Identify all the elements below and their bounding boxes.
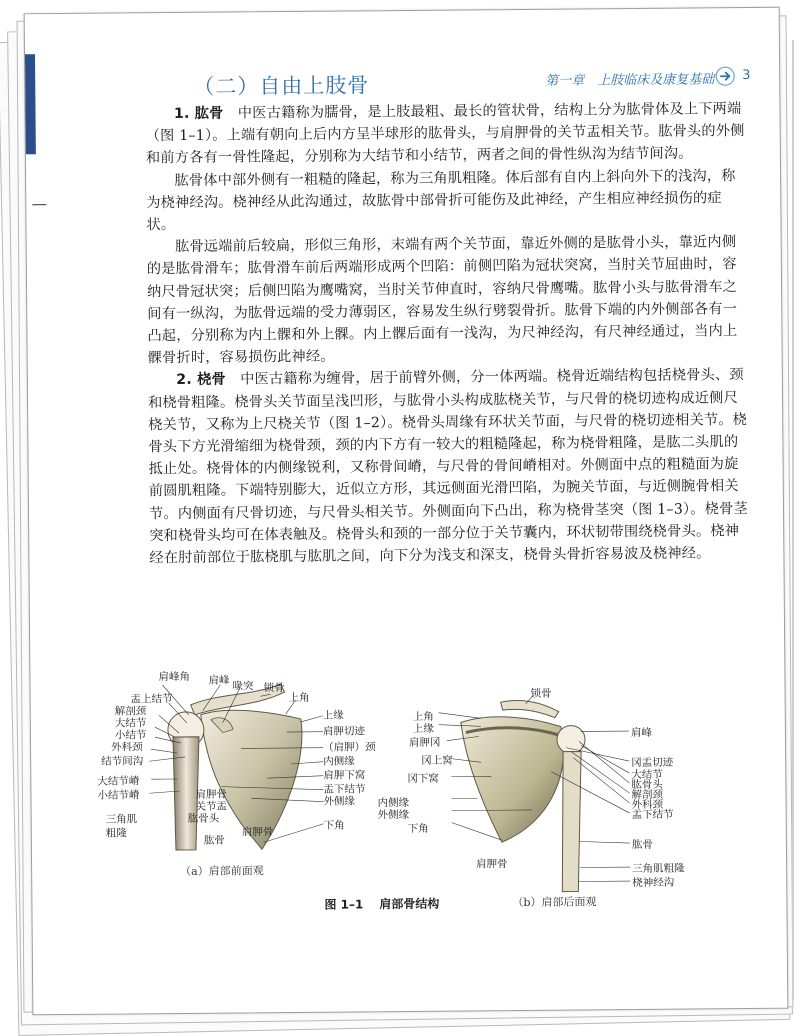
paragraph-humerus-distal bbox=[147, 231, 748, 369]
label-scapula-b: 肩胛骨 bbox=[476, 856, 508, 871]
arrow-right-icon bbox=[715, 66, 735, 86]
label-radial-groove: 桡神经沟 bbox=[632, 875, 674, 890]
label-glenoid: 关节盂 bbox=[196, 799, 228, 814]
paragraph-text: 中医古籍称为缠骨，居于前臂外侧，分一体两端。桡骨近端结构包括桡骨头、颈和桡骨粗隆。桡骨头关节面呈浅凹形，与肱骨小头构成肱桡关节，与尺骨的桡切迹构成近侧尺桡关节，又称为上尺桡关节（图 1–2）。桡骨头周缘有环状关节面，与尺骨的桡切迹相关节。桡骨头下方光滑缩细为桡骨颈，颈的内下方有一较大的粗糙隆起，称为桡骨粗隆，是肱二头肌的抵止处。桡骨体的内侧缘锐利，又称骨间嵴，与尺骨的骨间嵴相对。外侧面中点的粗糙面为旋前圆肌粗隆。下端特别膨大，近似立方形，其远侧面光滑凹陷，为腕关节面，与近侧腕骨相关节。内侧面有尺骨切迹，与尺骨头相关节。外侧面向下凸出，称为桡骨茎突（图 1–3）。桡骨茎突和桡骨头均可在体表触及。桡骨头和颈的一部分位于关节囊内，环状韧带围绕桡骨头。桡神经在肘前部位于肱桡肌与肱肌之间，向下分为浅支和深支，桡骨头骨折容易波及桡神经。 bbox=[148, 367, 748, 566]
page-number: 3 bbox=[742, 68, 750, 83]
label-deltoid-tuberosity-b: 三角肌粗隆 bbox=[632, 861, 685, 876]
label-scapula-a2: 肩胛骨 bbox=[242, 824, 274, 839]
paragraph-humerus-body bbox=[146, 165, 747, 237]
label-scapular-notch: 肩胛切迹 bbox=[323, 723, 365, 738]
label-scapular-neck: （肩胛）颈 bbox=[323, 739, 376, 754]
label-deltoid: 三角肌 bbox=[106, 811, 138, 826]
page-edge-tab bbox=[25, 54, 36, 154]
heading-radius: 2. 桡骨 bbox=[176, 372, 226, 388]
label-scapula-a: 肩胛骨 bbox=[195, 787, 227, 802]
label-tuberosity: 粗隆 bbox=[106, 825, 127, 840]
caption-b: （b）肩部后面观 bbox=[512, 893, 596, 910]
paragraph-humerus bbox=[145, 98, 746, 170]
caption-a: （a）肩部前面观 bbox=[180, 862, 264, 879]
paragraph-text: 中医古籍称为臑骨，是上肢最粗、最长的管状骨，结构上分为肱骨体及上下两端（图 1–1）。上端有朝向上后内方呈半球形的肱骨头，与肩胛骨的关节盂相关节。肱骨头的外侧和前方各有一骨性隆起，分别称为大结节和小结节，两者之间的骨性纵沟为结节间沟。 bbox=[146, 101, 745, 167]
label-clavicle-b: 锁骨 bbox=[531, 686, 552, 701]
label-clavicle: 锁骨 bbox=[263, 680, 284, 695]
label-intertubercular: 结节间沟 bbox=[101, 753, 143, 768]
label-anatomical-neck-b: 解剖颈 bbox=[631, 787, 663, 802]
label-supraglenoid: 盂上结节 bbox=[131, 691, 173, 706]
label-acromion-b: 肩峰 bbox=[631, 725, 652, 740]
figure-shoulder-bones bbox=[90, 670, 752, 936]
label-medial-border: 内侧缘 bbox=[323, 753, 355, 768]
margin-mark bbox=[32, 204, 46, 205]
label-lesser-crest: 小结节嵴 bbox=[97, 787, 139, 802]
label-spine: 肩胛冈 bbox=[409, 735, 441, 750]
label-superior-border: 上缘 bbox=[323, 708, 344, 723]
label-superior-angle-b: 上角 bbox=[413, 709, 434, 724]
label-lateral-border: 外侧缘 bbox=[323, 793, 355, 808]
label-infraglenoid: 盂下结节 bbox=[323, 781, 365, 796]
section-title: （二）自由上肢骨 bbox=[193, 69, 369, 101]
label-superior-angle: 上角 bbox=[289, 690, 310, 705]
label-acromial-angle: 肩峰角 bbox=[158, 669, 190, 684]
label-greater-tubercle: 大结节 bbox=[115, 715, 147, 730]
label-surgical-neck-b: 外科颈 bbox=[632, 797, 664, 812]
label-infraspinous: 冈下窝 bbox=[407, 771, 439, 786]
heading-humerus: 1. 肱骨 bbox=[174, 106, 224, 122]
label-supraspinous: 冈上窝 bbox=[421, 753, 453, 768]
body-text bbox=[145, 98, 749, 569]
label-surgical-neck: 外科颈 bbox=[111, 739, 143, 754]
label-inferior-angle-b: 下角 bbox=[408, 821, 429, 836]
label-humerus-a: 肱骨 bbox=[204, 833, 225, 848]
label-spinoglenoid: 冈盂切迹 bbox=[631, 755, 673, 770]
label-greater-tubercle-b: 大结节 bbox=[631, 767, 663, 782]
label-acromion: 肩峰 bbox=[208, 673, 229, 688]
label-greater-crest: 大结节嵴 bbox=[97, 773, 139, 788]
label-humeral-head: 肱骨头 bbox=[188, 811, 220, 826]
label-anatomical-neck: 解剖颈 bbox=[115, 703, 147, 718]
page-stack-edge bbox=[792, 40, 794, 1000]
label-infraglenoid-b: 盂下结节 bbox=[632, 807, 674, 822]
figure-number: 图 1–1 bbox=[324, 897, 363, 911]
paragraph-text: 肱骨远端前后较扁，形似三角形，末端有两个关节面，靠近外侧的是肱骨小头，靠近内侧的是肱骨滑车；肱骨滑车前后两端形成两个凹陷：前侧凹陷为冠状突窝，当肘关节屈曲时，容纳尺骨冠状突；后侧凹陷为鹰嘴窝，当肘关节伸直时，容纳尺骨鹰嘴。肱骨小头与肱骨滑车之间有一纵沟，为肱骨远端的受力薄弱区，容易发生纵行劈裂骨折。肱骨下端的内外侧部各有一凸起，分别称为内上髁和外上髁。内上髁后面有一浅沟，为尺神经沟，有尺神经通过，当内上髁骨折时，容易损伤此神经。 bbox=[147, 234, 738, 366]
label-humeral-head-b: 肱骨头 bbox=[631, 777, 663, 792]
running-head: 第一章 上肢临床及康复基础 bbox=[545, 68, 714, 88]
label-medial-border-b: 内侧缘 bbox=[377, 795, 409, 810]
figure-title-text: 肩部骨结构 bbox=[379, 897, 439, 912]
label-humerus-b: 肱骨 bbox=[632, 837, 653, 852]
label-coracoid: 喙突 bbox=[232, 678, 253, 693]
book-page bbox=[24, 7, 789, 1016]
shoulder-posterior-illustration bbox=[421, 690, 753, 903]
paragraph-text: 肱骨体中部外侧有一粗糙的隆起，称为三角肌粗隆。体后部有自内上斜向外下的浅沟，称为桡神经沟。桡神经从此沟通过，故肱骨中部骨折可能伤及此神经，产生相应神经损伤的症状。 bbox=[146, 168, 735, 234]
figure-title bbox=[324, 895, 439, 913]
label-subscapular-fossa: 肩胛下窝 bbox=[323, 767, 365, 782]
label-superior-border-b: 上缘 bbox=[413, 721, 434, 736]
label-lesser-tubercle: 小结节 bbox=[115, 727, 147, 742]
label-inferior-angle: 下角 bbox=[324, 818, 345, 833]
paragraph-radius bbox=[148, 364, 750, 569]
label-lateral-border-b: 外侧缘 bbox=[378, 807, 410, 822]
